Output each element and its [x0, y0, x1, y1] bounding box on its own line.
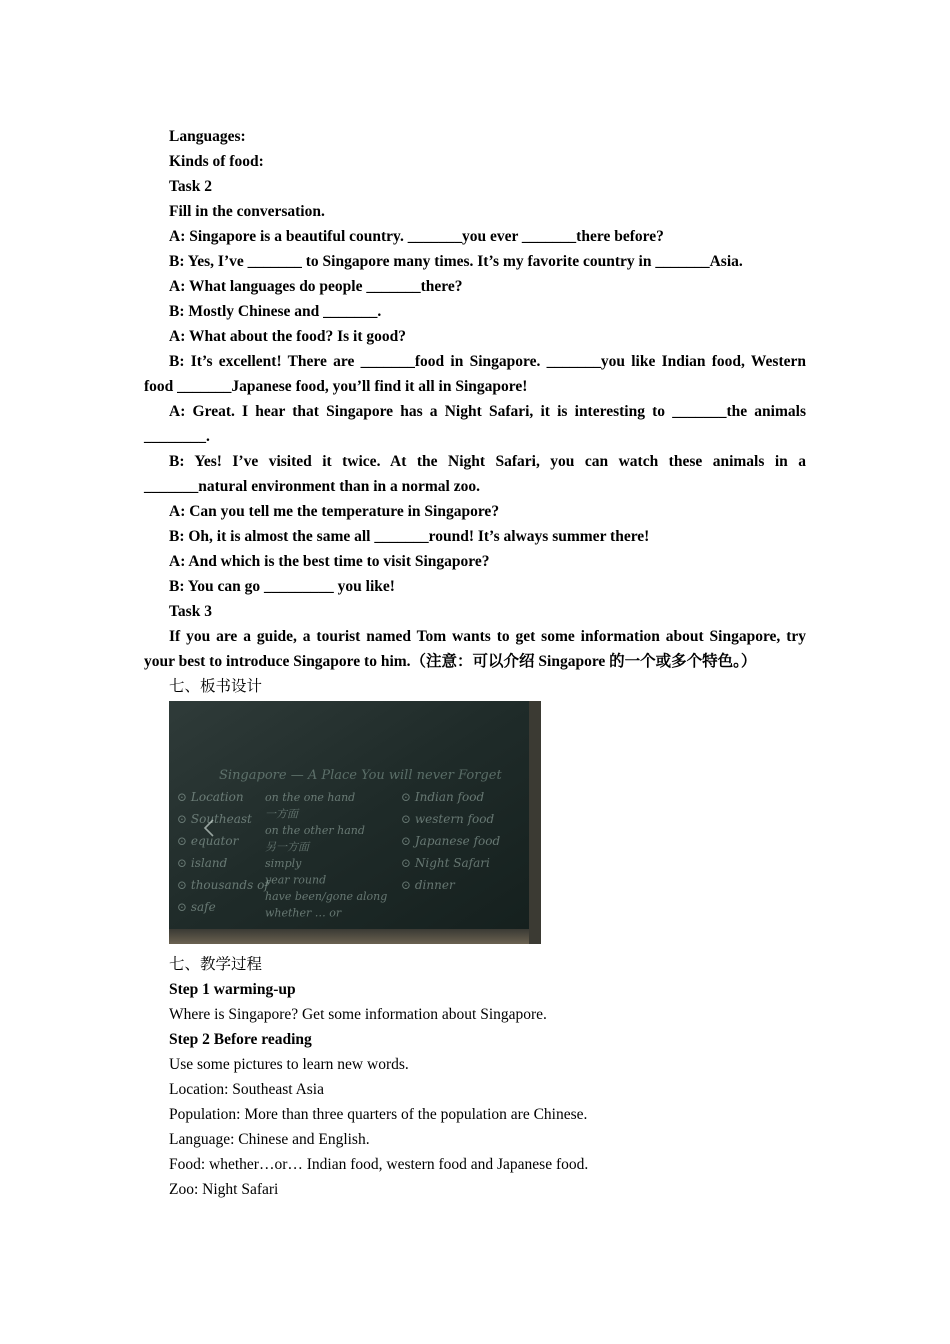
blackboard-photo [169, 701, 541, 944]
step2-line: Location: Southeast Asia [169, 1081, 324, 1098]
task3-title: Task 3 [169, 603, 212, 620]
step2-line: Zoo: Night Safari [169, 1181, 279, 1198]
board-col3-text: ⊙ western food [401, 812, 495, 826]
board-col2-text: year round [265, 873, 327, 887]
process-heading: 七、教学过程 [169, 956, 263, 973]
board-col2-text: simply [265, 857, 302, 870]
conversation-line: A: What languages do people _______there? [169, 278, 463, 295]
conversation-line: B: It’s excellent! There are _______food in Singapore. _______you like Indian food, Western food _______Japanese food, you’ll find it all in Singapore! [144, 353, 806, 395]
conversation-line: A: Great. I hear that Singapore has a Night Safari, it is interesting to _______the animals ________. [144, 403, 806, 445]
board-col3-text: ⊙ Japanese food [401, 834, 501, 848]
task3-text: If you are a guide, a tourist named Tom wants to get some information about Singapore, try your best to introduce Singapore to him.（注意：可以介绍 Singapore 的一个或多个特色。） [144, 628, 806, 670]
conversation-line: A: Can you tell me the temperature in Singapore? [169, 503, 500, 520]
board-title-text: Singapore — A Place You will never Forget [219, 768, 502, 783]
conversation-line: A: And which is the best time to visit Singapore? [169, 553, 490, 570]
conversation-line: B: Mostly Chinese and _______. [169, 303, 382, 320]
step2-line: Population: More than three quarters of the population are Chinese. [169, 1106, 588, 1123]
step2-line: Food: whether…or… Indian food, western food and Japanese food. [169, 1156, 589, 1173]
conversation-line: B: Yes, I’ve _______ to Singapore many times. It’s my favorite country in _______Asia. [169, 253, 743, 270]
step2-title: Step 2 Before reading [169, 1031, 312, 1048]
task2-instruction: Fill in the conversation. [169, 203, 325, 220]
languages-label: Languages: [169, 128, 246, 145]
board-col2-text: whether … or [265, 906, 342, 920]
conversation-line: A: What about the food? Is it good? [169, 328, 406, 345]
conversation-line: B: You can go _________ you like! [169, 578, 395, 595]
conversation-line: B: Oh, it is almost the same all _______round! It’s always summer there! [169, 528, 650, 545]
board-col2-text: have been/gone along [265, 890, 388, 903]
board-col3-text: ⊙ dinner [401, 878, 455, 892]
step2-line: Use some pictures to learn new words. [169, 1056, 409, 1073]
board-col1-text: ⊙ Southeast [177, 812, 252, 826]
board-col2-text: on the one hand [265, 791, 356, 804]
board-col1-text: ⊙ safe [177, 900, 216, 914]
board-col1-text: ⊙ thousands of [177, 878, 269, 892]
board-col3-text: ⊙ Indian food [401, 790, 485, 804]
board-design-heading: 七、板书设计 [169, 678, 263, 695]
board-col1-text: ⊙ island [177, 856, 228, 870]
board-col2-text: on the other hand [265, 824, 365, 837]
step1-title: Step 1 warming-up [169, 981, 296, 998]
document-body [144, 124, 806, 1202]
board-col3-text: ⊙ Night Safari [401, 856, 490, 870]
step1-text: Where is Singapore? Get some information about Singapore. [169, 1006, 547, 1023]
step2-line: Language: Chinese and English. [169, 1131, 370, 1148]
board-col2-text: 一方面 [265, 807, 298, 821]
board-col2-text: 另一方面 [265, 840, 309, 854]
board-col1-text: ⊙ equator [177, 834, 239, 848]
conversation-line: A: Singapore is a beautiful country. _______you ever _______there before? [169, 228, 664, 245]
task2-title: Task 2 [169, 178, 212, 195]
kinds-of-food-label: Kinds of food: [169, 153, 264, 170]
blackboard-image [169, 701, 541, 944]
conversation-line: B: Yes! I’ve visited it twice. At the Night Safari, you can watch these animals in a _______natural environment than in a normal zoo. [144, 453, 806, 495]
board-col1-text: ⊙ Location [177, 790, 244, 804]
